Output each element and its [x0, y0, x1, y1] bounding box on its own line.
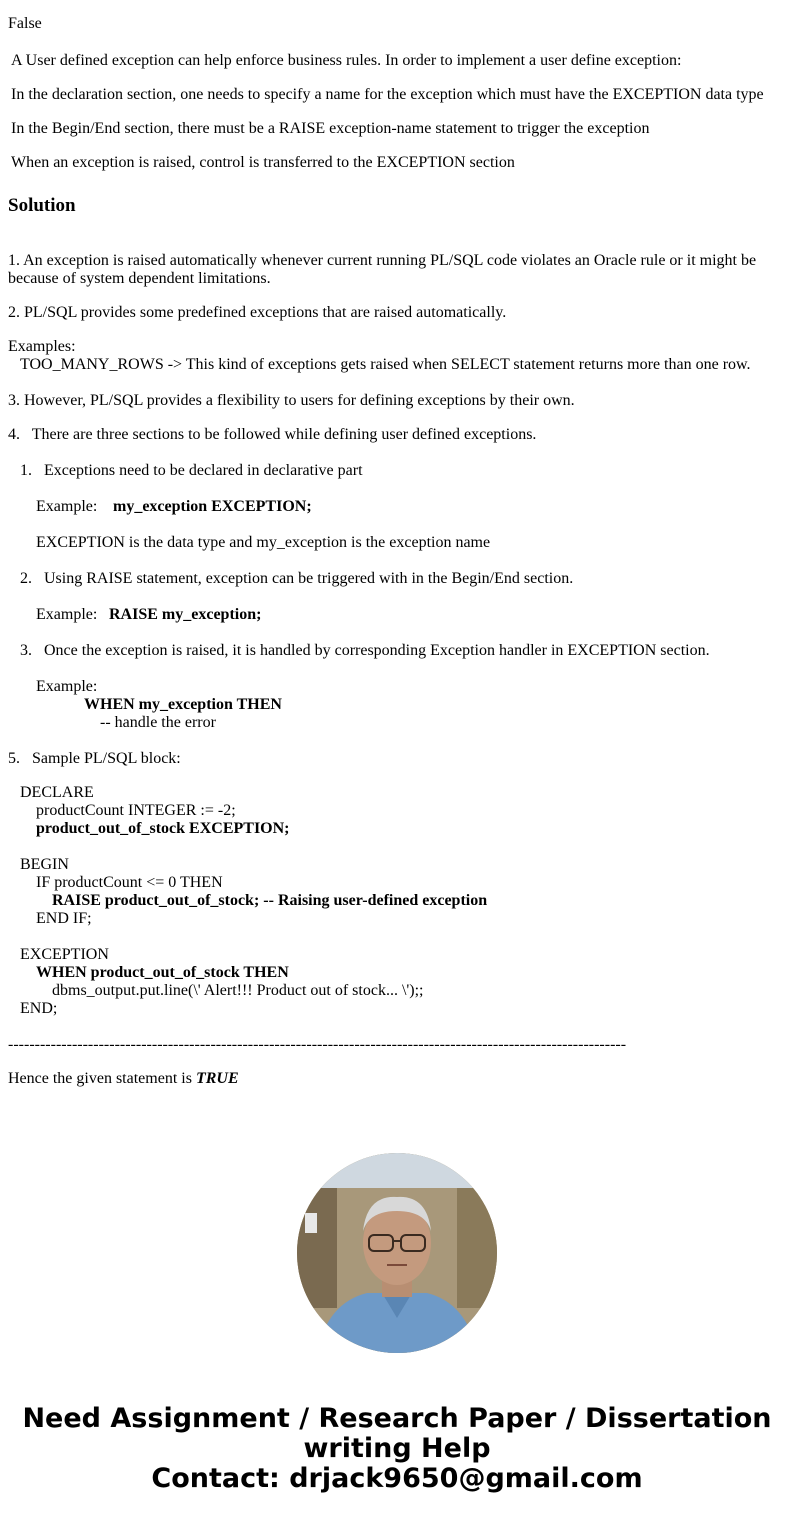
code-exception-decl: product_out_of_stock EXCEPTION;: [36, 820, 290, 837]
point-1-line-1: 1. An exception is raised automatically whenever current running PL/SQL code violates an Oracle rule or it might be: [8, 252, 757, 269]
divider: --------------------------------------------------------------------------------------------------------------------: [8, 1036, 627, 1053]
sample-heading: 5. Sample PL/SQL block:: [8, 750, 181, 767]
step-3: 3. Once the exception is raised, it is handled by corresponding Exception handler in EXCEPTION section.: [20, 642, 710, 659]
point-4: 4. There are three sections to be followed while defining user defined exceptions.: [8, 426, 537, 443]
code-raise-line: RAISE product_out_of_stock; -- Raising user-defined exception: [52, 892, 488, 909]
examples-text: TOO_MANY_ROWS -> This kind of exceptions gets raised when SELECT statement returns more than one row.: [20, 356, 751, 373]
answer-label: False: [8, 15, 42, 32]
point-2: 2. PL/SQL provides some predefined exceptions that are raised automatically.: [8, 304, 507, 321]
examples-label: Examples:: [8, 338, 76, 355]
code-begin: BEGIN: [20, 856, 69, 873]
step-2-example-label: Example:: [36, 606, 98, 623]
point-3: 3. However, PL/SQL provides a flexibility to users for defining exceptions by their own.: [8, 392, 575, 409]
conclusion-value: TRUE: [195, 1070, 239, 1087]
solution-heading: Solution: [8, 195, 76, 216]
step-2: 2. Using RAISE statement, exception can be triggered with in the Begin/End section.: [20, 570, 574, 587]
banner-line-1: Need Assignment / Research Paper / Dissertation: [22, 1403, 772, 1434]
banner-contact: Contact: drjack9650@gmail.com: [151, 1463, 643, 1494]
code-if-line: IF productCount <= 0 THEN: [36, 874, 223, 891]
option-raise: In the Begin/End section, there must be a RAISE exception-name statement to trigger the exception: [11, 120, 650, 137]
conclusion: [8, 1070, 239, 1088]
option-control: When an exception is raised, control is transferred to the EXCEPTION section: [11, 154, 515, 171]
step-3-code-when: WHEN my_exception THEN: [84, 696, 282, 713]
point-1-line-2: because of system dependent limitations.: [8, 270, 271, 287]
step-3-code-comment: -- handle the error: [100, 714, 216, 731]
code-var-line: productCount INTEGER := -2;: [36, 802, 236, 819]
code-endif: END IF;: [36, 910, 92, 927]
code-when-line: WHEN product_out_of_stock THEN: [36, 964, 289, 981]
step-2-example-code: RAISE my_exception;: [109, 606, 262, 623]
step-1-note: EXCEPTION is the data type and my_exception is the exception name: [36, 534, 491, 551]
conclusion-prefix: Hence the given statement is: [8, 1070, 196, 1087]
step-3-example-label: Example:: [36, 678, 98, 695]
author-photo: [297, 1153, 497, 1353]
code-exception: EXCEPTION: [20, 946, 109, 963]
code-output-line: dbms_output.put.line(\' Alert!!! Product out of stock... \');;: [52, 982, 424, 999]
step-1-example-label: Example:: [36, 498, 98, 515]
author-photo-illustration: [297, 1153, 497, 1353]
option-declaration: In the declaration section, one needs to specify a name for the exception which must have the EXCEPTION data type: [11, 86, 764, 103]
banner-line-2: writing Help: [303, 1433, 491, 1464]
code-end: END;: [20, 1000, 58, 1017]
option-intro: A User defined exception can help enforce business rules. In order to implement a user define exception:: [11, 52, 682, 69]
step-1-example-code: my_exception EXCEPTION;: [113, 498, 312, 515]
step-1: 1. Exceptions need to be declared in declarative part: [20, 462, 363, 479]
code-declare: DECLARE: [20, 784, 94, 801]
